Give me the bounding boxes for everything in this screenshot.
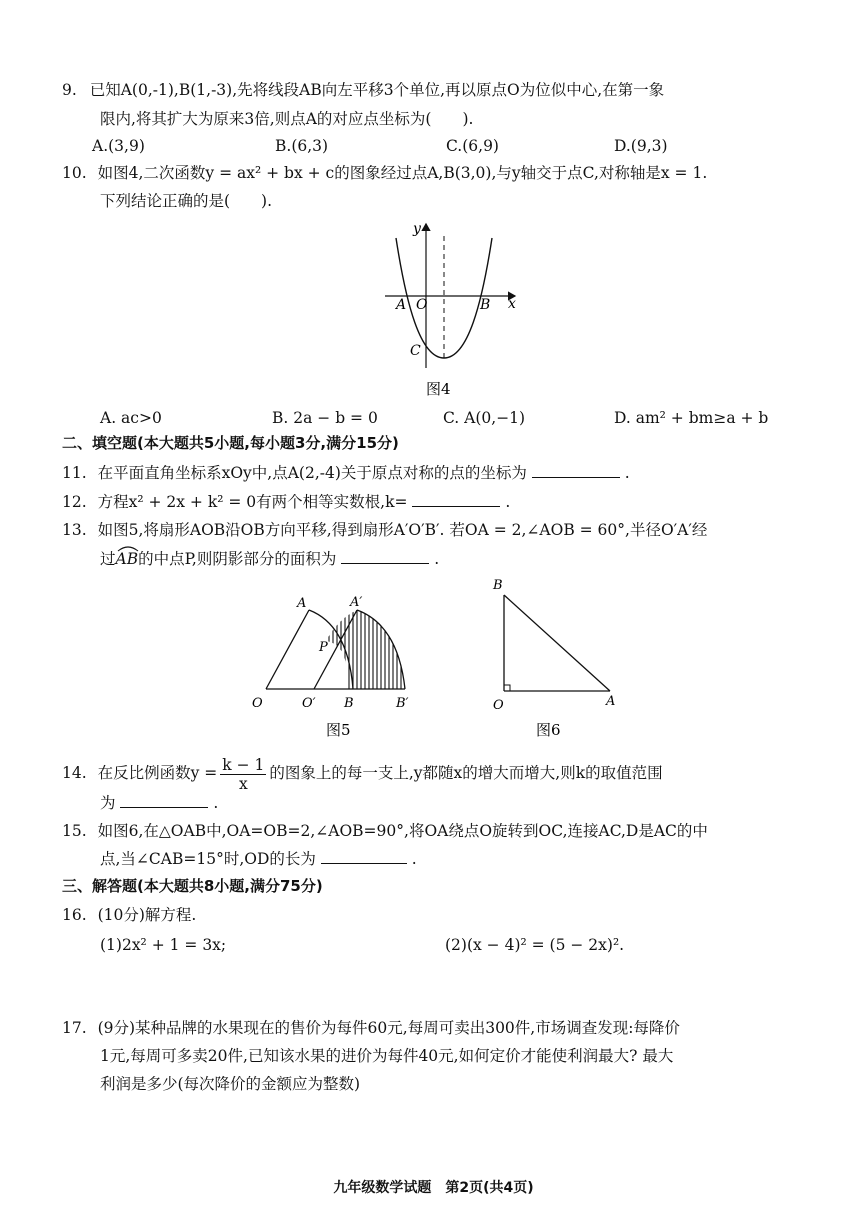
fig5-label-o2: O′ bbox=[302, 696, 316, 711]
q9-text-2: 限内,将其扩大为原来3倍,则点A的对应点坐标为( ). bbox=[100, 110, 474, 128]
q11-text: 在平面直角坐标系xOy中,点A(2,-4)关于原点对称的点的坐标为 bbox=[97, 464, 527, 482]
fig5-label-a: A bbox=[297, 596, 307, 611]
figure-4-parabola bbox=[380, 218, 530, 403]
fig5-label-b: B bbox=[344, 696, 354, 711]
section-3-heading: 三、解答题(本大题共8小题,满分75分) bbox=[62, 877, 323, 895]
fig5-label-b2: B′ bbox=[396, 696, 409, 711]
q10-option-b: B. 2a − b = 0 bbox=[272, 409, 378, 427]
radius-oa bbox=[266, 610, 309, 689]
q15-number: 15. bbox=[62, 822, 87, 840]
q16-number: 16. bbox=[62, 906, 87, 924]
q14-line1 bbox=[62, 754, 663, 793]
y-axis-label: y bbox=[413, 221, 421, 237]
q15-text-1: 如图6,在△OAB中,OA=OB=2,∠AOB=90°,将OA绕点O旋转到OC,连接AC,D是AC的中 bbox=[97, 822, 708, 840]
page-footer: 九年级数学试题 第2页(共4页) bbox=[333, 1180, 534, 1196]
q11-number: 11. bbox=[62, 464, 87, 482]
q11-line bbox=[62, 463, 630, 483]
q9-option-a: A.(3,9) bbox=[92, 137, 145, 155]
q17-text-1: (9分)某种品牌的水果现在的售价为每件60元,每周可卖出300件,市场调查发现:每降价 bbox=[97, 1019, 680, 1037]
q9-number: 9. bbox=[62, 81, 77, 99]
q10-option-d: D. am² + bm≥a + b bbox=[614, 409, 769, 427]
q15-end: . bbox=[411, 850, 417, 868]
q11-end: . bbox=[624, 464, 630, 482]
q14-end: . bbox=[213, 794, 219, 812]
fig5-label-a2: A′ bbox=[350, 595, 363, 610]
q13-number: 13. bbox=[62, 521, 87, 539]
figure-6-caption: 图6 bbox=[536, 721, 561, 739]
q13-line1 bbox=[62, 520, 707, 540]
q13-text-2a: 过 bbox=[100, 550, 116, 568]
origin-label: O bbox=[416, 297, 428, 313]
q13-line2 bbox=[100, 549, 439, 569]
x-axis-label: x bbox=[508, 296, 516, 312]
q14-line2-text: 为 bbox=[100, 794, 116, 812]
figure-5-sectors bbox=[240, 585, 440, 740]
q11-answer-blank[interactable] bbox=[532, 463, 620, 478]
fig5-label-o: O bbox=[252, 696, 263, 711]
q17-text-3: 利润是多少(每次降价的金额应为整数) bbox=[100, 1075, 361, 1093]
q10-line1 bbox=[62, 163, 707, 183]
q12-end: . bbox=[505, 493, 511, 511]
q14-post: 的图象上的每一支上,y都随x的增大而增大,则k的取值范围 bbox=[269, 764, 663, 782]
shaded-region bbox=[326, 610, 405, 689]
section-2-heading: 二、填空题(本大题共5小题,每小题3分,满分15分) bbox=[62, 434, 399, 452]
q13-arc-ab bbox=[116, 549, 139, 569]
q9-line1 bbox=[62, 80, 664, 100]
figure-5-caption: 图5 bbox=[326, 721, 351, 739]
point-a-label: A bbox=[396, 297, 407, 313]
q16-line bbox=[62, 905, 196, 925]
q17-number: 17. bbox=[62, 1019, 87, 1037]
q14-answer-blank[interactable] bbox=[120, 793, 208, 808]
q9-option-b: B.(6,3) bbox=[275, 137, 329, 155]
q16-text: (10分)解方程. bbox=[97, 906, 197, 924]
q13-end: . bbox=[434, 550, 440, 568]
q10-option-a: A. ac>0 bbox=[100, 409, 162, 427]
q10-text-1: 如图4,二次函数y = ax² + bx + c的图象经过点A,B(3,0),与y轴交于点C,对称轴是x = 1. bbox=[97, 164, 708, 182]
q15-line2 bbox=[100, 849, 417, 869]
q15-answer-blank[interactable] bbox=[321, 849, 407, 864]
q10-option-c: C. A(0,−1) bbox=[443, 409, 526, 427]
fig6-label-b: B bbox=[493, 578, 503, 593]
q14-fraction bbox=[220, 756, 266, 793]
q14-numerator: k − 1 bbox=[222, 755, 265, 774]
q14-line2 bbox=[100, 793, 218, 813]
q10-text-2: 下列结论正确的是( ). bbox=[100, 192, 273, 210]
q12-answer-blank[interactable] bbox=[412, 492, 500, 507]
q9-option-c: C.(6,9) bbox=[446, 137, 499, 155]
fig6-label-o: O bbox=[493, 698, 504, 713]
q13-text-2b: 的中点P,则阴影部分的面积为 bbox=[138, 550, 337, 568]
q16-part2: (2)(x − 4)² = (5 − 2x)². bbox=[445, 936, 625, 954]
q13-arc-label: AB bbox=[115, 550, 139, 568]
point-c-label: C bbox=[410, 343, 421, 359]
arc-symbol-icon bbox=[116, 544, 140, 552]
figure-4-caption: 图4 bbox=[426, 380, 451, 398]
figure-6-triangle bbox=[486, 573, 636, 740]
side-ab bbox=[504, 595, 610, 691]
q10-number: 10. bbox=[62, 164, 87, 182]
q9-option-d: D.(9,3) bbox=[614, 137, 668, 155]
fig5-label-p: P bbox=[319, 640, 328, 655]
q17-text-2: 1元,每周可多卖20件,已知该水果的进价为每件40元,如何定价才能使利润最大? 最大 bbox=[100, 1047, 674, 1065]
q16-part1: (1)2x² + 1 = 3x; bbox=[100, 936, 227, 954]
q17-line1 bbox=[62, 1018, 680, 1038]
q14-denominator: x bbox=[238, 774, 248, 793]
q9-text-1: 已知A(0,-1),B(1,-3),先将线段AB向左平移3个单位,再以原点O为位似中心,在第一象 bbox=[89, 81, 665, 99]
q12-text: 方程x² + 2x + k² = 0有两个相等实数根,k= bbox=[97, 493, 408, 511]
q14-number: 14. bbox=[62, 764, 87, 782]
q13-text-1: 如图5,将扇形AOB沿OB方向平移,得到扇形A′O′B′. 若OA = 2,∠AOB = 60°,半径O′A′经 bbox=[97, 521, 708, 539]
q15-text-2: 点,当∠CAB=15°时,OD的长为 bbox=[100, 850, 316, 868]
q12-line bbox=[62, 492, 510, 512]
q15-line1 bbox=[62, 821, 708, 841]
fig6-label-a: A bbox=[606, 694, 616, 709]
q13-answer-blank[interactable] bbox=[341, 549, 429, 564]
q12-number: 12. bbox=[62, 493, 87, 511]
right-angle-mark bbox=[504, 685, 510, 691]
point-b-label: B bbox=[480, 297, 491, 313]
q14-pre: 在反比例函数y = bbox=[97, 764, 218, 782]
